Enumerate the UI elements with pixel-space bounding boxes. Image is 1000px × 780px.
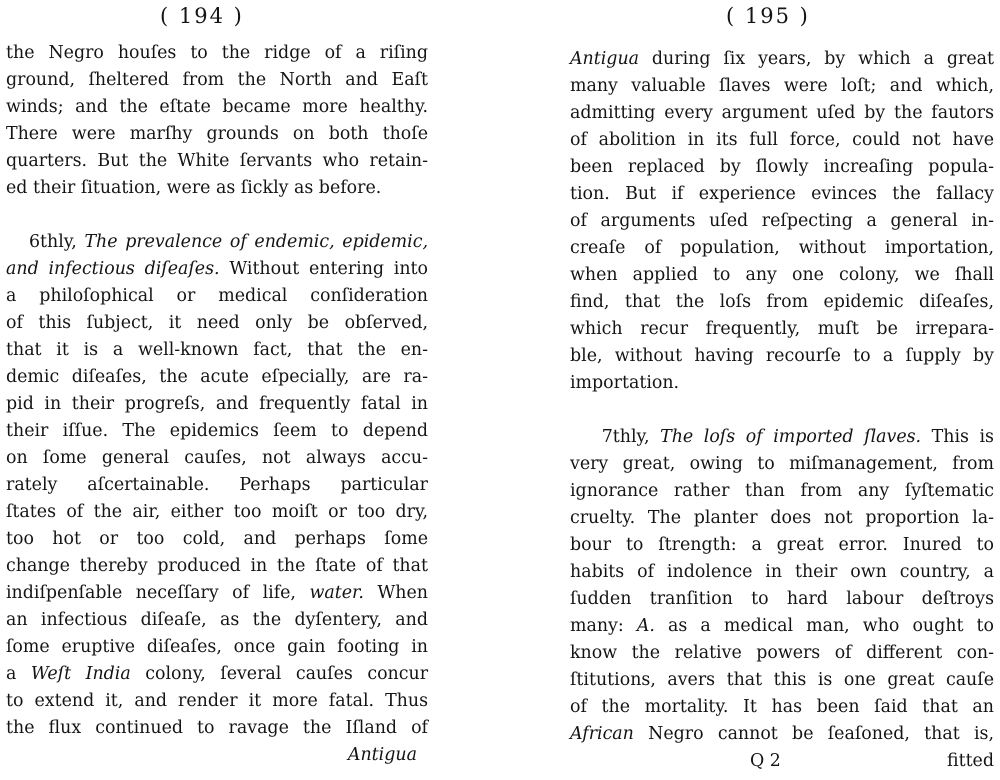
italic-word: water.	[309, 583, 364, 603]
text-line: ble, without having recourſe to a ſupply by	[570, 346, 994, 366]
text-line: of this ſubject, it need only be obſerved,	[6, 313, 428, 333]
catchword-text: Antigua	[347, 745, 417, 765]
signature-mark: Q 2	[750, 751, 781, 771]
text-line: which recur frequently, muſt be irrepara-	[570, 319, 994, 339]
text-line	[570, 613, 994, 640]
text-run: a	[6, 664, 17, 684]
text-line: the flux continued to ravage the Iſland of	[6, 718, 428, 738]
text-run: colony, ſeveral cauſes concur	[130, 664, 429, 684]
text-line: ignorance rather than from any ſyſtematic	[570, 481, 994, 501]
right-page	[540, 0, 1000, 780]
text-line	[570, 46, 994, 73]
page-footer	[570, 748, 994, 775]
text-line	[6, 661, 428, 688]
page-number-right: ( 195 )	[726, 4, 810, 28]
text-run: many:	[570, 616, 624, 636]
text-line: ſtitutions, avers that this is one great cauſe	[570, 670, 994, 690]
text-line: their iſſue. The epidemics ſeem to depend	[6, 421, 428, 441]
text-line: ed their ſituation, were as ſickly as before.	[6, 178, 382, 198]
text-line: importation.	[570, 373, 680, 393]
text-line: ground, ſheltered from the North and Eaſt	[6, 70, 428, 90]
paragraph-gap	[570, 397, 994, 424]
paragraph-gap	[6, 202, 428, 229]
section-title: The loſs of imported ſlaves.	[660, 427, 922, 447]
text-line: of arguments uſed reſpecting a general in-	[570, 211, 994, 231]
text-line: admitting every argument uſed by the fautors	[570, 103, 994, 123]
text-line: quarters. But the White ſervants who retain-	[6, 151, 428, 171]
text-line: been replaced by ſlowly increaſing popula-	[570, 157, 994, 177]
text-line	[6, 580, 428, 607]
text-line: There were marſhy grounds on both thoſe	[6, 124, 428, 144]
text-line: ſome eruptive diſeaſes, once gain footing in	[6, 637, 428, 657]
text-line: of the mortality. It has been ſaid that an	[570, 697, 994, 717]
section-title: The prevalence of endemic, epidemic,	[84, 232, 429, 252]
text-line: ſudden tranſition to hard labour deſtroys	[570, 589, 994, 609]
italic-word: Weſt India	[30, 664, 131, 684]
text-line: cruelty. The planter does not proportion la-	[570, 508, 994, 528]
text-run: When	[363, 583, 428, 603]
text-run: This is	[921, 427, 994, 447]
text-line: a philoſophical or medical conſideration	[6, 286, 428, 306]
section-number: 7thly,	[601, 427, 650, 447]
text-line: tion. But if experience evinces the fallacy	[570, 184, 994, 204]
page-number-left: ( 194 )	[160, 4, 244, 28]
text-line: an infectious diſeaſe, as the dyſentery, and	[6, 610, 428, 630]
text-line: know the relative powers of different con-	[570, 643, 994, 663]
text-line	[570, 721, 994, 748]
text-run: Without entering into	[219, 259, 429, 279]
section-number: 6thly,	[28, 232, 77, 252]
catchword-right: fitted	[946, 751, 994, 771]
section-heading-line	[570, 424, 994, 451]
text-line: change thereby produced in the ſtate of that	[6, 556, 428, 576]
section-heading-line	[6, 256, 428, 283]
text-line: when applied to any one colony, we ſhall	[570, 265, 994, 285]
text-line: rately aſcertainable. Perhaps particular	[6, 475, 428, 495]
text-line: very great, owing to miſmanagement, from	[570, 454, 994, 474]
italic-word: African	[570, 724, 634, 744]
section-title-cont: and infectious diſeaſes.	[6, 259, 220, 279]
text-line: bour to ſtrength: a great error. Inured to	[570, 535, 994, 555]
text-line: winds; and the eſtate became more healthy.	[6, 97, 428, 117]
text-line: demic diſeaſes, the acute eſpecially, are ra-	[6, 367, 428, 387]
text-line: too hot or too cold, and perhaps ſome	[6, 529, 428, 549]
text-line: many valuable ſlaves were loſt; and which,	[570, 76, 994, 96]
text-line: ſtates of the air, either too moiſt or too dry,	[6, 502, 428, 522]
left-page-text	[6, 40, 428, 769]
catchword-left	[6, 742, 428, 769]
left-page	[0, 0, 470, 780]
text-line: find, that the loſs from epidemic diſeaſes,	[570, 292, 994, 312]
text-line: the Negro houſes to the ridge of a riſing	[6, 43, 428, 63]
text-line: habits of indolence in their own country, a	[570, 562, 994, 582]
right-page-text	[570, 46, 994, 748]
text-run: Negro cannot be ſeaſoned, that is,	[633, 724, 994, 744]
text-line: of abolition in its full force, could not have	[570, 130, 994, 150]
text-line: on ſome general cauſes, not always accu-	[6, 448, 428, 468]
text-run: during ſix years, by which a great	[639, 49, 994, 69]
text-line: pid in their progreſs, and frequently fatal in	[6, 394, 428, 414]
text-run: as a medical man, who ought to	[654, 616, 994, 636]
italic-word: Antigua	[570, 49, 640, 69]
section-heading-line	[6, 229, 428, 256]
text-run: indiſpenſable neceſſary of life,	[6, 583, 296, 603]
italic-word: A.	[636, 616, 655, 636]
text-line: creaſe of population, without importation,	[570, 238, 994, 258]
text-line: to extend it, and render it more fatal. Thus	[6, 691, 428, 711]
text-line: that it is a well-known fact, that the en-	[6, 340, 428, 360]
